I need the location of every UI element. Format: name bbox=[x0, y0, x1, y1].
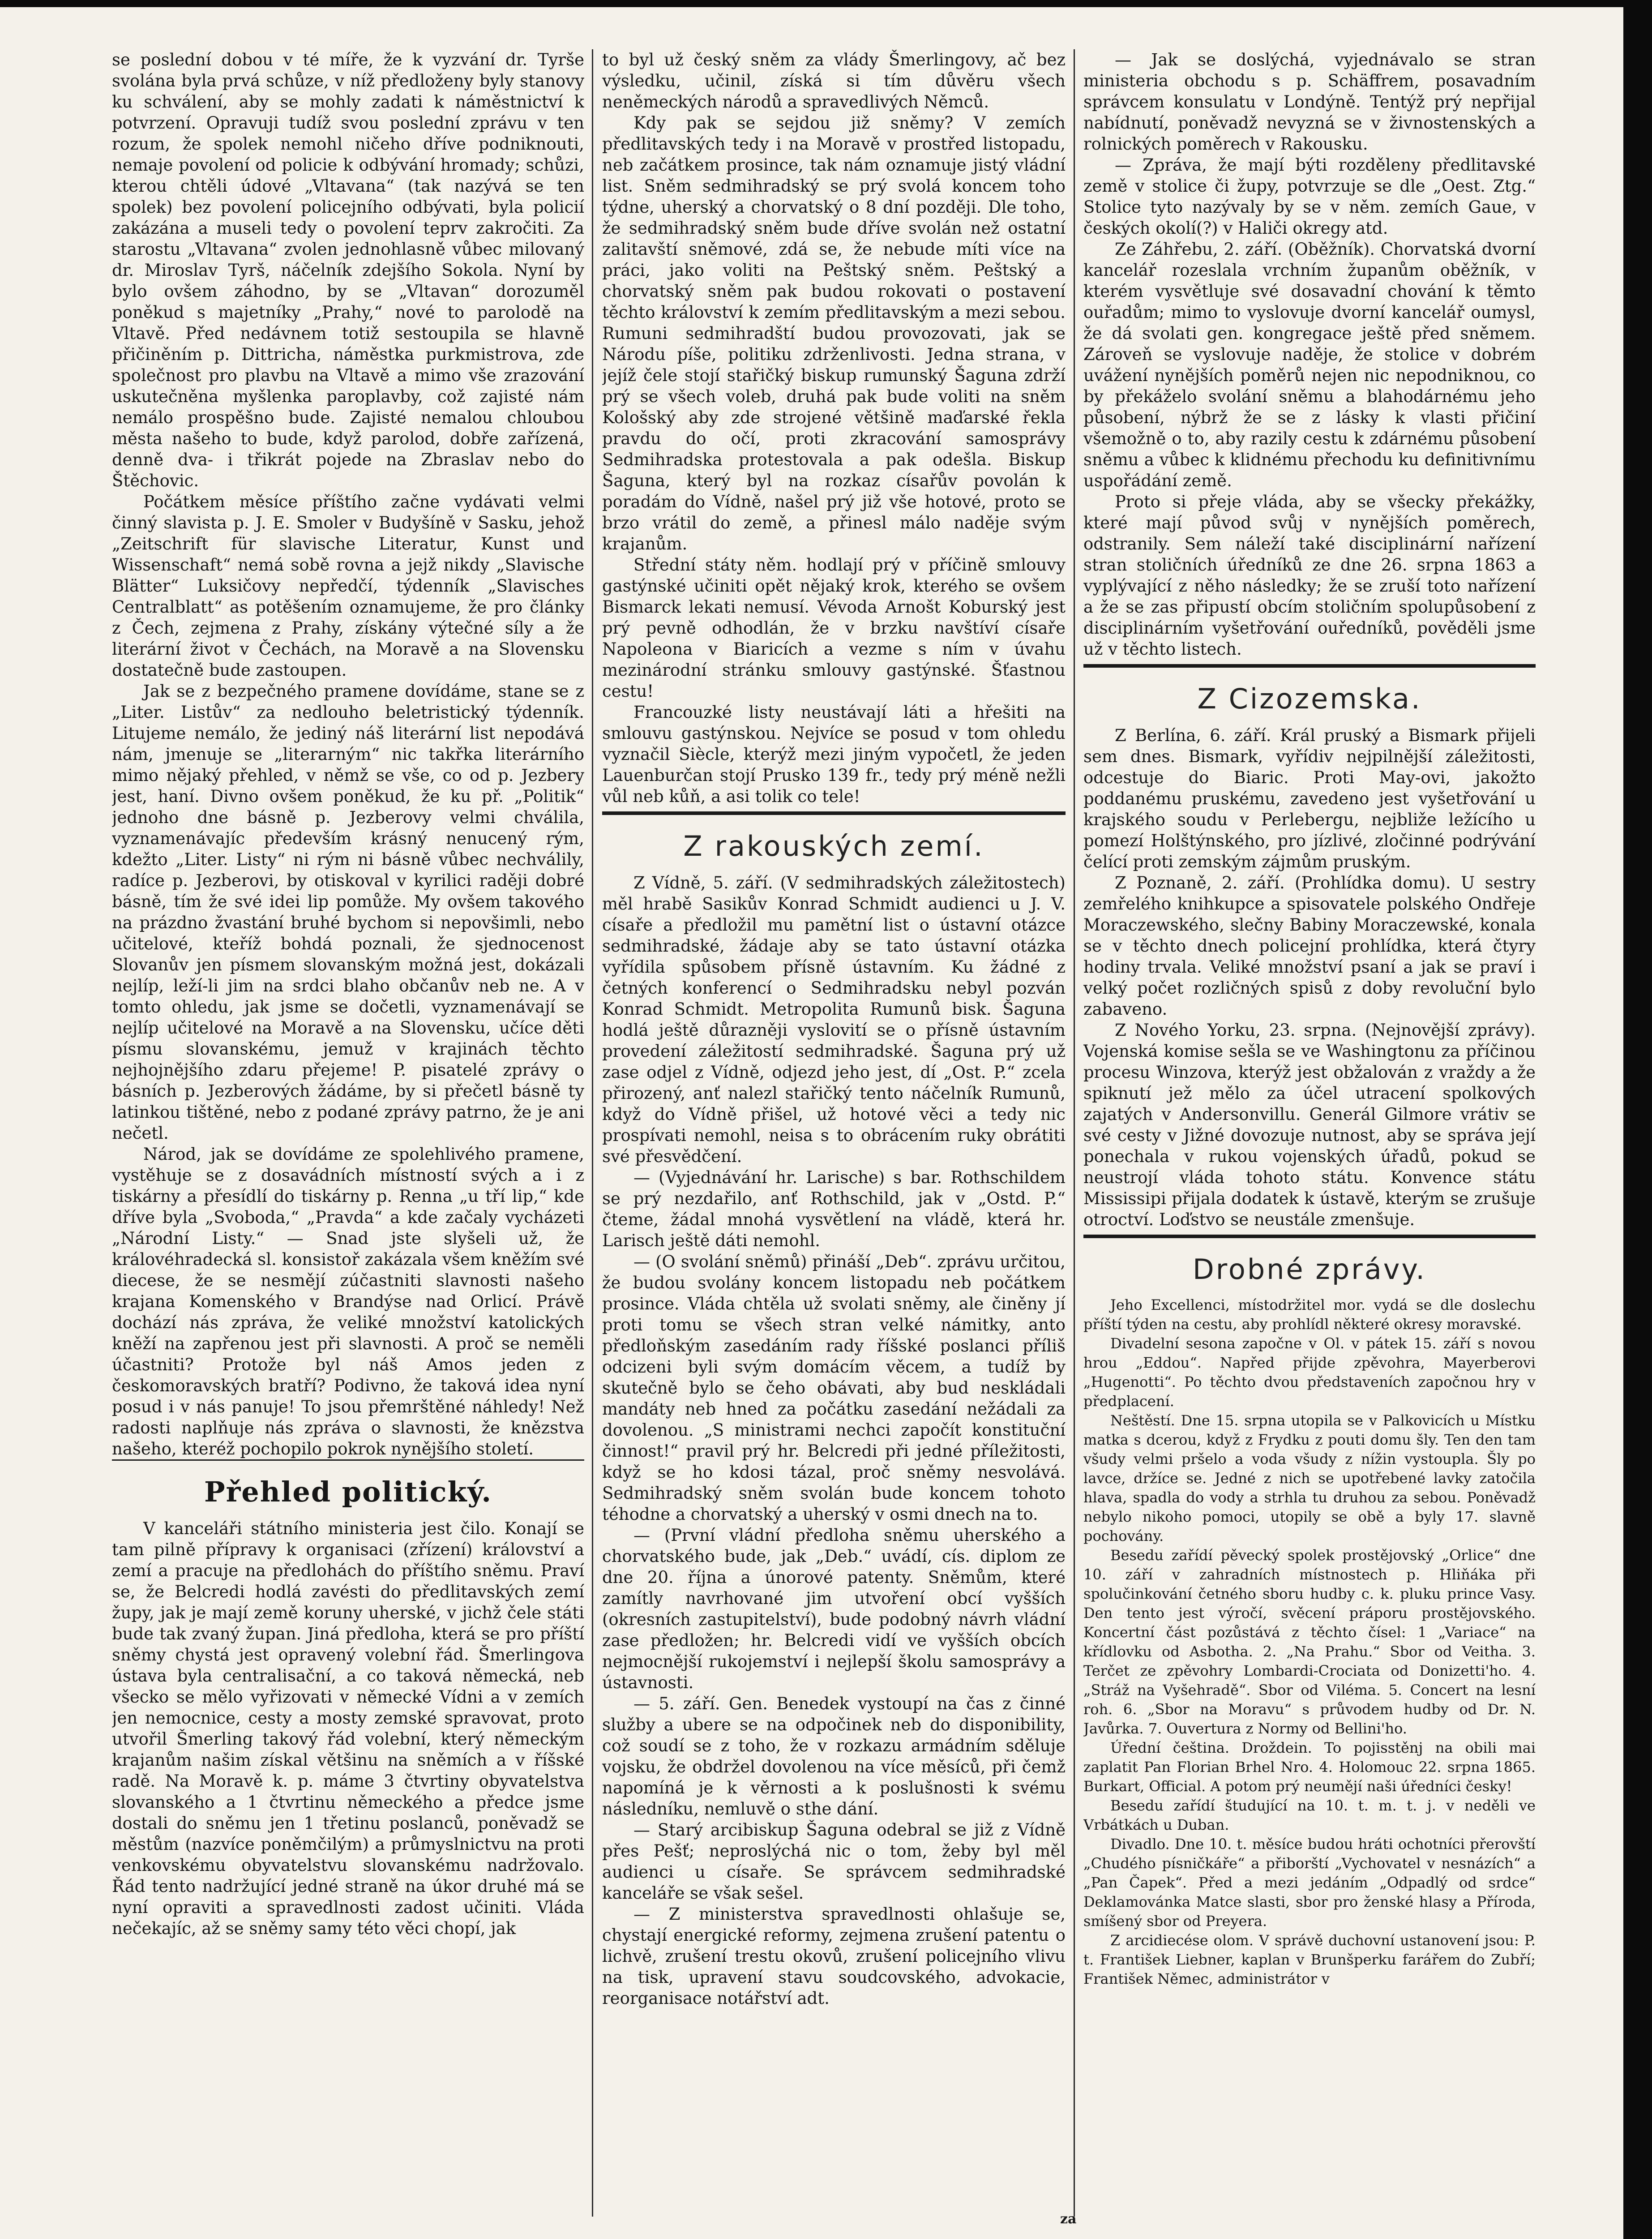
section-title-politics: Přehled politický. bbox=[204, 1476, 492, 1508]
article-paragraph: — 5. září. Gen. Benedek vystoupí na čas z činné služby a ubere se na odpočinek neb do disponibility, což soudí se z toho, že v rozkazu armádním sděluje vojsku, že obdržel dovolenou na více měsíců, při čemž napomíná je k věrnosti a k poslušnosti k svému následníku, nemluvě o sthe dání. bbox=[602, 1694, 1066, 1819]
catchword-mark: za bbox=[1060, 2211, 1077, 2227]
article-paragraph: — (První vládní předloha sněmu uherského a chorvatského bude, jak „Deb.“ uvádí, cís. diplom ze dne 20. října a únorové patenty. Sněmům, které zamítly navrhované jim utvoření obcí vyšších (okresních zastupitelství), bude podobný návrh vládní zase předložen; hr. Belcredi vidí ve vyšších obcích nejmocnější rukojemství i nejlepší školu samosprávy a ústavnosti. bbox=[602, 1526, 1066, 1692]
news-item: Neštěstí. Dne 15. srpna utopila se v Palkovicích u Místku matka s dcerou, když z Frydku z pouti domu šly. Ten den tam všudy velmi pršelo a voda všudy z nížin vystoupla. Šly po lavce, držíce se. Jedné z nich se upotřebené lavky zatočila hlava, spadla do vody a strhla tu druhou za sebou. Poněvadž nebylo nikoho pomoci, utopily se obě a byly 17. slavně pochovány. bbox=[1083, 1412, 1536, 1544]
news-item: Divadlo. Dne 10. t. měsíce budou hráti ochotníci přerovští „Chudého písničkáře“ a přiborští „Vychovatel v nesnázích“ a „Pan Čapek“. Před a mezi jedáním „Odpadlý od srdce“ Deklamovánka Matce slasti, sbor pro ženské hlasy a Příroda, smíšený sbor od Preyera. bbox=[1083, 1836, 1536, 1930]
article-paragraph: — (O svolání sněmů) přináší „Deb“. zprávu určitou, že budou svolány koncem listopadu neb počátkem prosince. Vláda chtěla už svolati sněmy, ale činěny jí proti tomu se všech stran velké námitky, anto předloňským zasedáním rady říšské poslanci příliš odcizeni byli svým domácím věcem, a tudíž by skutečně bylo se čeho obávati, aby bud neskládali mandáty neb hned za počátku zasedání nežádali za dovolenou. „S ministrami nechci započít konstituční činnost!“ pravil prý hr. Belcredi při jedné příležitosti, když se ho kdosi tázal, proč sněmy nesvolává. Sedmihradský sněm svolán bude koncem tohoto téhodne a chorvatský a uherský v osmi dnech na to. bbox=[602, 1252, 1066, 1524]
section-title-abroad: Z Cizozemska. bbox=[1197, 682, 1422, 715]
scan-border-top bbox=[0, 0, 1652, 7]
news-item: Z arcidiecése olom. V správě duchovní ustanovení jsou: P. t. František Liebner, kaplan v Brunšperku farářem do Zubří; František Němec, administrátor v bbox=[1083, 1932, 1536, 1987]
article-paragraph: — Z ministerstva spravedlnosti ohlašuje se, chystají energické reformy, zejmena zrušení patentu o lichvě, zrušení trestu okovů, zrušení policejního vlivu na tisk, upravení stavu soudcovského, advokacie, reorganisace notářství adt. bbox=[602, 1904, 1066, 2008]
news-item: Besedu zařídí študující na 10. t. m. t. j. v neděli ve Vrbátkách u Duban. bbox=[1083, 1797, 1536, 1833]
article-paragraph: Z Berlína, 6. září. Král pruský a Bismark přijeli sem dnes. Bismark, vyřídiv nejpilnější záležitosti, odcestuje do Biaric. Proti May-ovi, jakožto poddanému pruskému, zavedeno jest vyšetřování u krajského soudu v Perlebergu, nejbliže ležícího u pomezí Holštýnského, pro jízlivé, zločinné podrývání čelící proti zemským zájmům pruským. bbox=[1083, 726, 1536, 871]
section-divider bbox=[1083, 1235, 1536, 1238]
article-paragraph: Střední státy něm. hodlají prý v příčině smlouvy gastýnské učiniti opět nějaký krok, kterého se ovšem Bismarck lekati nemusí. Vévoda Arnošt Koburský jest prý pevně odhodlán, že v brzku navštíví císaře Napoleona v Biaricích a vezme s ním v úvahu mezinárodní stránku smlouvy gastýnské. Šťastnou cestu! bbox=[602, 555, 1066, 701]
short-news-list bbox=[1083, 1295, 1536, 1989]
article-paragraph: Proto si přeje vláda, aby se všecky překážky, které mají původ svůj v nynějších poměrech, odstranily. Sem náleží také disciplinární nařízení stran stoličních úředníků ze dne 26. srpna 1863 a vyplývající z něho následky; že se zruší toto nařízení a že se zas připustí obcím stoličním spolupůsobení z disciplinárním vyšetřování ouředníků, pověděli jsme už v těchto listech. bbox=[1083, 492, 1536, 659]
article-paragraph: Jak se z bezpečného pramene dovídáme, stane se z „Liter. Listův“ za nedlouho beletristický týdenník. Litujeme nemálo, že jediný náš literární list nepodává nám, jmenuje se „literarným“ nic takřka literárního mimo nějaký přehled, v němž se vše, co od p. Jezbery jest, haní. Divno ovšem poněkud, že ku př. „Politik“ jednoho dne básně p. Jezberovy velmi chválila, vyznamenávajíc především krásný nenucený rým, kdežto „Liter. Listy“ ni rým ni básně vůbec nechválily, radíce p. Jezberovi, by otiskoval v kyrilici raději dobré básně, tím že své idei lip pomůže. My ovšem takového na prázdno žvastání bruhé bychom si nepovšimli, nebo učitelové, kteříž bohdá poznali, že sjednocenost Slovanův jen písmem slovanským možná jest, dokázali nejlíp, leží-li jim na srdci blaho občanův neb ne. A v tomto ohledu, jak jsme se dočetli, vyznamenávají se nejlíp učitelové na Moravě a na Slovensku, učíce děti písmu slovanskému, jemuž v krajinách těchto nejhojnějšího zdaru přejeme! P. pisatelé zprávy o básních p. Jezberových žádáme, by si přečetl básně ty latinkou tištěné, nebo z podané zprávy patrno, že je ani nečetl. bbox=[112, 682, 584, 1143]
column-rule bbox=[1074, 49, 1075, 2217]
section-divider bbox=[1083, 664, 1536, 668]
article-paragraph: Z Vídně, 5. září. (V sedmihradských záležitostech) měl hrabě Sasikův Konrad Schmidt audienci u J. V. císaře a předložil mu pamětní list o ústavní otázce sedmihradské, žádaje aby se tato ústavní otázka vyřídila spůsobem přísně ústavním. Ku žádné z četných konferencí o Sedmihradsku nebyl pozván Konrad Schmidt. Metropolita Rumunů bisk. Šaguna hodlá ještě důrazněji vyslovití se o přísně ústavním provedení záležitostí sedmihradské. Šaguna prý už zase odjel z Vídně, odjezd jeho jest, dí „Ost. P.“ zcela přirozený, anť nalezl stařičký tento náčelník Rumunů, když do Vídně přišel, už hotové věci a tedy nic prospívati nemohl, neisa s to obrácením ruky obrátiti své přesvědčení. bbox=[602, 873, 1066, 1166]
article-paragraph: — Jak se doslýchá, vyjednávalo se stran ministeria obchodu s p. Schäffrem, posavadním správcem konsulatu v Londýně. Tentýž prý nepřijal nabídnutí, poněvadž nevyzná se v živnostenských a rolnických poměrech v Rakousku. bbox=[1083, 50, 1536, 154]
article-paragraph: — Starý arcibiskup Šaguna odebral se již z Vídně přes Pešť; neproslýchá nic o tom, žeby byl měl audienci u císaře. Se správcem sedmihradské kanceláře se však sešel. bbox=[602, 1820, 1066, 1903]
article-paragraph: V kanceláři státního ministeria jest čilo. Konají se tam pilně přípravy k organisaci (zřízení) království a zemí a pracuje na předlohách do příštího sněmu. Praví se, že Belcredi hodlá zavésti do předlitavských zemí župy, jak je mají země koruny uherské, v jichž čele státi bude tak zvaný župan. Jiná předloha, která se pro příští sněmy chystá jest opravený volební řád. Šmerlingova ústava byla centralisační, a co taková německá, neb všecko se mělo vyřizovati v německé Vídni a v zemích jen nemocnice, cesty a mosty zemské spravovat, proto utvořil Šmerling takový řád volební, který německým krajanům našim získal většinu na sněmích a v říšské radě. Na Moravě k. p. máme 3 čtvrtiny obyvatelstva slovanského a 1 čtvrtinu německého a předce jsme dostali do sněmu jen 1 třetinu poslanců, poněvadž se městům (nazvíce poněmčilým) a průmyslnictvu na proti venkovskému obyvatelstvu slovanskému nadržovalo. Řád tento nadržující jedné straně na úkor druhé má se nyní opraviti a spravedlnosti zadost učiniti. Vláda nečekajíc, až se sněmy samy této věci chopí, jak bbox=[112, 1519, 584, 1938]
column-middle bbox=[602, 49, 1066, 2217]
news-item: Úřední čeština. Droždein. To pojisstěnj na obili mai zaplatit Pan Florian Brhel Nro. 4. Holomouc 22. srpna 1865. Burkart, Official. A potom prý neumějí naši úředníci česky! bbox=[1083, 1739, 1536, 1795]
column-rule bbox=[592, 49, 593, 2217]
article-paragraph: — (Vyjednávání hr. Larische) s bar. Rothschildem se prý nezdařilo, anť Rothschild, jak v „Ostd. P.“ čteme, žádal mnohá vysvětlení na vládě, která hr. Larisch ještě dáti nemohl. bbox=[602, 1168, 1066, 1250]
news-item: Besedu zařídí pěvecký spolek prostějovský „Orlice“ dne 10. září v zahradních místnostech p. Hliňáka při spolučinkování četného sboru hudby c. k. pluku prince Vasy. Den tento jest výročí, svěcení práporu prostějovského. Koncertní část pozůstává z těchto čísel: 1 „Variace“ na křídlovku od Asbotha. 2. „Na Prahu.“ Sbor od Veitha. 3. Terčet ze zpěvohry Lombardi-Crociata od Donizetti'ho. 4. „Stráž na Vyšehradě“. Sbor od Viléma. 5. Concert na lesní roh. 6. „Sbor na Moravu“ s průvodem hudby od Dr. N. Javůrka. 7. Ouvertura z Normy od Bellini'ho. bbox=[1083, 1547, 1536, 1737]
section-title-short-news: Drobné zprávy. bbox=[1193, 1253, 1426, 1286]
news-item: Divadelní sesona započne v Ol. v pátek 15. září s novou hrou „Eddou“. Napřed přijde zpěvohra, Mayerberovi „Hugenotti“. Po těchto dvou představeních započnou hry v předplacení. bbox=[1083, 1335, 1536, 1410]
article-paragraph: — Zpráva, že mají býti rozděleny předlitavské země v stolice či župy, potvrzuje se dle „Oest. Ztg.“ Stolice tyto nazývaly by se v něm. zemích Gaue, v českých okolí(?) v Haliči okregy atd. bbox=[1083, 155, 1536, 238]
article-paragraph: Kdy pak se sejdou již sněmy? V zemích předlitavských tedy i na Moravě v prostřed listopadu, neb začátkem prosince, tak nám oznamuje jistý vládní list. Sněm sedmihradský se prý svolá koncem toho týdne, uherský a chorvatský o 8 dní později. Dle toho, že sedmihradský sněm bude dříve svolán než ostatní zalitavští sněmové, zdá se, že nebude míti více na práci, jako voliti na Peštský sněm. Peštský a chorvatský sněm pak budou rokovati o postavení těchto království k zemím předlitavským a mezi sebou. Rumuni sedmihradští budou provozovati, jak se Národu píše, politiku zdrženlivosti. Jedna strana, v jejíž čele stojí stařičký biskup rumunský Šaguna zdrží prý se všech voleb, druhá pak bude voliti na sněm Kološský aby zde strojené většině maďarské řekla pravdu do očí, proti zkracování samosprávy Sedmihradska protestovala a pak odešla. Biskup Šaguna, který byl na rozkaz císařův povolán k poradám do Vídně, našel prý již vše hotové, proto se brzo vrátil do země, a přinesl málo naděje svým krajanům. bbox=[602, 113, 1066, 553]
column-right bbox=[1083, 49, 1536, 2217]
article-paragraph: Národ, jak se dovídáme ze spolehlivého pramene, vystěhuje se z dosavádních místností svých a i z tiskárny a přesídlí do tiskárny p. Renna „u tří lip,“ kde dříve byla „Svoboda,“ „Pravda“ a kde začaly vycházeti „Národní Listy.“ — Snad jste slyšeli už, že královéhradecká sl. konsistoř zakázala všem kněžím své diecese, že se nesmějí zúčastniti slavnosti našeho krajana Komenského v Brandýse nad Orlicí. Právě dochází nás zpráva, že veliké množství katolických kněží na zapřenou jest při slavnosti. A proč se neměli účastniti? Protože byl náš Amos jeden z českomoravských bratří? Podivno, že taková idea nyní posud i v nás panuje! To jsou přemrštěné náhledy! Než radosti naplňuje nás zpráva o slavnosti, že knězstva našeho, kteréž pochopilo pokrok nynějšího století. bbox=[112, 1145, 584, 1458]
section-divider bbox=[602, 811, 1066, 815]
article-paragraph: to byl už český sněm za vlády Šmerlingovy, ač bez výsledku, učinil, získá si tím důvěru všech neněmeckých národů a spravedlivých Němců. bbox=[602, 50, 1066, 112]
scan-border-right bbox=[1623, 0, 1652, 2239]
article-paragraph: Z Nového Yorku, 23. srpna. (Nejnovější zprávy). Vojenská komise sešla se ve Washingtonu za příčinou procesu Winzova, kterýž jest obžalován z vraždy a že spiknutí jež mělo za účel utracení spolkových zajatých v Andersonvillu. Generál Gilmore vrátiv se své cesty v Jižné dovozuje nutnost, aby se správa její ponechala v rukou vojenských úřadů, pokud se neustrojí vláda tohoto státu. Konvence státu Mississipi přijala dodatek k ústavě, kterým se zrušuje otroctví. Loďstvo se neustále zmenšuje. bbox=[1083, 1021, 1536, 1229]
column-left bbox=[112, 49, 584, 2217]
section-title-austrian-lands: Z rakouských zemí. bbox=[683, 830, 984, 862]
article-paragraph: Z Poznaně, 2. září. (Prohlídka domu). U sestry zemřelého knihkupce a spisovatele polského Ondřeje Moraczewského, slečny Babiny Moraczewské, konala se v těchto dnech policejní prohlídka, která čtyry hodiny trvala. Veliké množství psaní a jak se praví i velký počet rozličných spisů z doby revoluční bylo zabaveno. bbox=[1083, 873, 1536, 1019]
article-paragraph: Ze Záhřebu, 2. září. (Oběžník). Chorvatská dvorní kancelář rozeslala vrchním županům oběžník, v kterém vysvětluje své dosavadní chování k těmto ouřadům; mimo to vyslovuje dvorní kancelář oumysl, že dá svolati gen. kongregace ještě před sněmem. Zároveň se vyslovuje naděje, že stolice v dobrém uvážení nynějších poměrů nejen nic nepodniknou, co by překáželo svolání sněmu a blahodárnému jeho působení, nýbrž že se z lásky k vlasti přičiní všemožně o to, aby razily cestu k zdárnému působení sněmu a vůbec k klidnému přechodu ku definitivnímu uspořádání země. bbox=[1083, 240, 1536, 490]
news-item: Jeho Excellenci, místodržitel mor. vydá se dle doslechu příští týden na cestu, aby prohlídl některé okresy moravské. bbox=[1083, 1296, 1536, 1333]
article-paragraph: se poslední dobou v té míře, že k vyzvání dr. Tyrše svolána byla prvá schůze, v níž předloženy byly stanovy ku schválení, aby se mohly zadati k náměstnictví k potvrzení. Opravuji tudíž svou poslední zprávu v ten rozum, že spolek nemohl ničeho dříve podniknouti, nemaje povolení od policie k odbývání hromady; schůzi, kterou chtěli údové „Vltavana“ (tak nazývá se ten spolek) bez povolení policejního odbývati, byla policií zakázána a museli tedy o povolení teprv zakročiti. Za starostu „Vltavana“ zvolen jednohlasně vůbec milovaný dr. Miroslav Tyrš, náčelník zdejšího Sokola. Nyní by bylo ovšem záhodno, by se „Vltavan“ dorozuměl poněkud s majetníky „Prahy,“ nové to parolodě na Vltavě. Před nedávnem totiž sestoupila se hlavně přičiněním p. Dittricha, náměstka purkmistrova, zde společnost pro plavbu na Vltavě a mimo vše zrazování uskutečněna myšlenka paroplavby, což zajisté nám nemálo prospěšno bude. Zajisté nemalou chloubou města našeho to bude, když parolod, dobře zařízená, denně dva- i třikrát pojede na Zbraslav nebo do Štěchovic. bbox=[112, 50, 584, 490]
section-divider bbox=[112, 1459, 584, 1461]
article-paragraph: Počátkem měsíce příštího začne vydávati velmi činný slavista p. J. E. Smoler v Budyšíně v Sasku, jehož „Zeitschrift für slavische Literatur, Kunst und Wissenschaft“ nemá sobě rovna a jejž nikdy „Slavische Blätter“ Luksičovy nepředčí, týdenník „Slavisches Centralblatt“ as potěšením oznamujeme, že pro články z Čech, zejmena z Prahy, získány výtečné síly a že literární život v Čechách, na Moravě a na Slovensku dostatečně bude zastoupen. bbox=[112, 492, 584, 680]
article-paragraph: Francouzké listy neustávají láti a hřešiti na smlouvu gastýnskou. Nejvíce se posud v tom ohledu vyznačil Siècle, kterýž mezi jiným vypočetl, že jeden Lauenburčan stojí Prusko 139 fr., tedy prý méně nežli vůl neb kůň, a asi tolik co tele! bbox=[602, 703, 1066, 806]
